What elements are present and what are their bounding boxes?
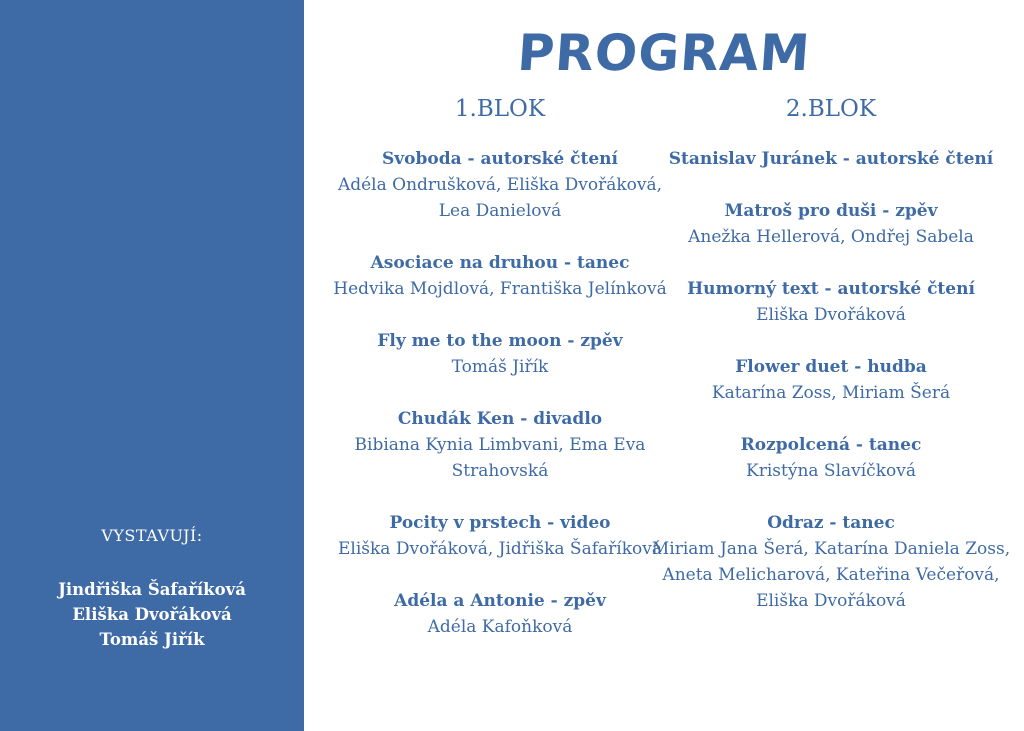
exhibitor-name: Tomáš Jiřík <box>99 630 205 649</box>
program-item-performers: Tomáš Jiřík <box>451 357 549 377</box>
program-item <box>648 146 1014 172</box>
program-item-title: Pocity v prstech - video <box>389 513 611 533</box>
program-item-title: Adéla a Antonie - zpěv <box>394 591 606 611</box>
block2-heading: 2.BLOK <box>785 96 877 122</box>
exhibitor-name: Eliška Dvořáková <box>72 605 232 624</box>
program-item <box>648 198 1014 250</box>
block2-program-list <box>648 146 1014 640</box>
program-item-title: Stanislav Juránek - autorské čtení <box>668 149 994 169</box>
program-item-performers: Anežka Hellerová, Ondřej Sabela <box>688 227 974 247</box>
program-item-performers: Bibiana Kynia Limbvani, Ema Eva Strahovská <box>354 435 646 481</box>
program-item <box>322 588 678 640</box>
program-item <box>322 146 678 224</box>
program-item-performers: Hedvika Mojdlová, Františka Jelínková <box>333 279 667 299</box>
program-item-performers: Eliška Dvořáková, Jidřiška Šafaříková <box>338 539 662 559</box>
program-item-performers: Adéla Kafoňková <box>427 617 573 637</box>
block1-heading: 1.BLOK <box>454 96 546 122</box>
program-item <box>648 276 1014 328</box>
program-item-performers: Adéla Ondrušková, Eliška Dvořáková, Lea Danielová <box>337 175 663 221</box>
program-item <box>322 510 678 562</box>
program-item <box>322 250 678 302</box>
program-item-title: Chudák Ken - divadlo <box>397 409 603 429</box>
program-item <box>648 354 1014 406</box>
program-item-title: Odraz - tanec <box>767 513 895 533</box>
program-item-performers: Miriam Jana Šerá, Katarína Daniela Zoss, Aneta Melicharová, Kateřina Večeřová, Eliška Dvořáková <box>651 539 1011 611</box>
program-item <box>322 406 678 484</box>
exhibitor-name: Jindřiška Šafaříková <box>58 580 246 599</box>
program-item-title: Fly me to the moon - zpěv <box>377 331 623 351</box>
page-title: PROGRAM <box>515 24 813 82</box>
program-item-title: Asociace na druhou - tanec <box>370 253 630 273</box>
program-item-title: Rozpolcená - tanec <box>740 435 922 455</box>
exhibitors-section <box>0 526 304 652</box>
exhibitors-heading: VYSTAVUJÍ: <box>101 526 203 545</box>
program-item <box>648 432 1014 484</box>
program-item-performers: Kristýna Slavíčková <box>746 461 916 481</box>
program-item-performers: Katarína Zoss, Miriam Šerá <box>711 383 951 403</box>
program-item-title: Matroš pro duši - zpěv <box>724 201 938 221</box>
program-item <box>322 328 678 380</box>
program-item-performers: Eliška Dvořáková <box>756 305 906 325</box>
program-item-title: Humorný text - autorské čtení <box>687 279 975 299</box>
block1-program-list <box>322 146 678 666</box>
program-item-title: Flower duet - hudba <box>735 357 927 377</box>
program-item <box>648 510 1014 614</box>
program-item-title: Svoboda - autorské čtení <box>382 149 618 169</box>
sidebar-panel <box>0 0 304 731</box>
